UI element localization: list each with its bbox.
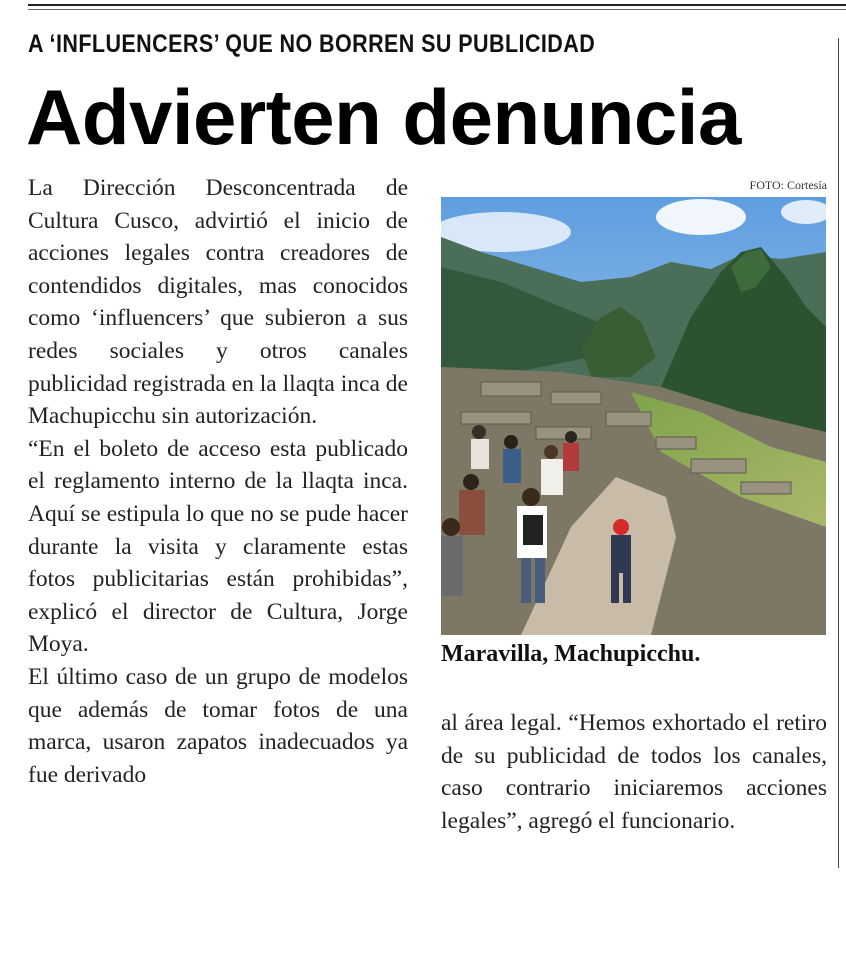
- photo-credit: FOTO: Cortesía: [749, 178, 827, 192]
- paragraph-2: “En el boleto de acceso esta publicado el reglamento interno de la llaqta inca. Aquí se estipula lo que no se pude hacer durante la visita y claramente estas fotos publicitarias están prohibidas”, explicó el director de Cultura, Jorge Moya.: [28, 435, 408, 658]
- paragraph-1: La Dirección Desconcentrada de Cultura Cusco, advirtió el inicio de acciones legales contra creadores de contendidos digitales, mas conocidos como ‘influencers’ que subieron a sus redes sociales y otros canales publicidad registrada en la llaqta inca de Machupicchu sin autorización.: [28, 175, 408, 430]
- top-rule-thin: [28, 9, 846, 10]
- article-column-left: [28, 172, 408, 791]
- kicker: A ‘INFLUENCERS’ QUE NO BORREN SU PUBLICIDAD: [28, 30, 596, 58]
- photo-caption: Maravilla, Machupicchu.: [441, 641, 701, 667]
- column-rule: [838, 38, 839, 868]
- paragraph-4: al área legal. “Hemos exhortado el retiro de su publicidad de todos los canales, caso contrario iniciaremos acciones legales”, agregó el funcionario.: [441, 710, 827, 834]
- headline: Advierten denuncia: [26, 73, 741, 161]
- machupicchu-photo: [441, 197, 826, 635]
- paragraph-3: El último caso de un grupo de modelos que además de tomar fotos de una marca, usaron zapatos inadecuados ya fue derivado: [28, 663, 408, 788]
- article-column-right: [441, 707, 827, 837]
- top-rule: [28, 4, 846, 6]
